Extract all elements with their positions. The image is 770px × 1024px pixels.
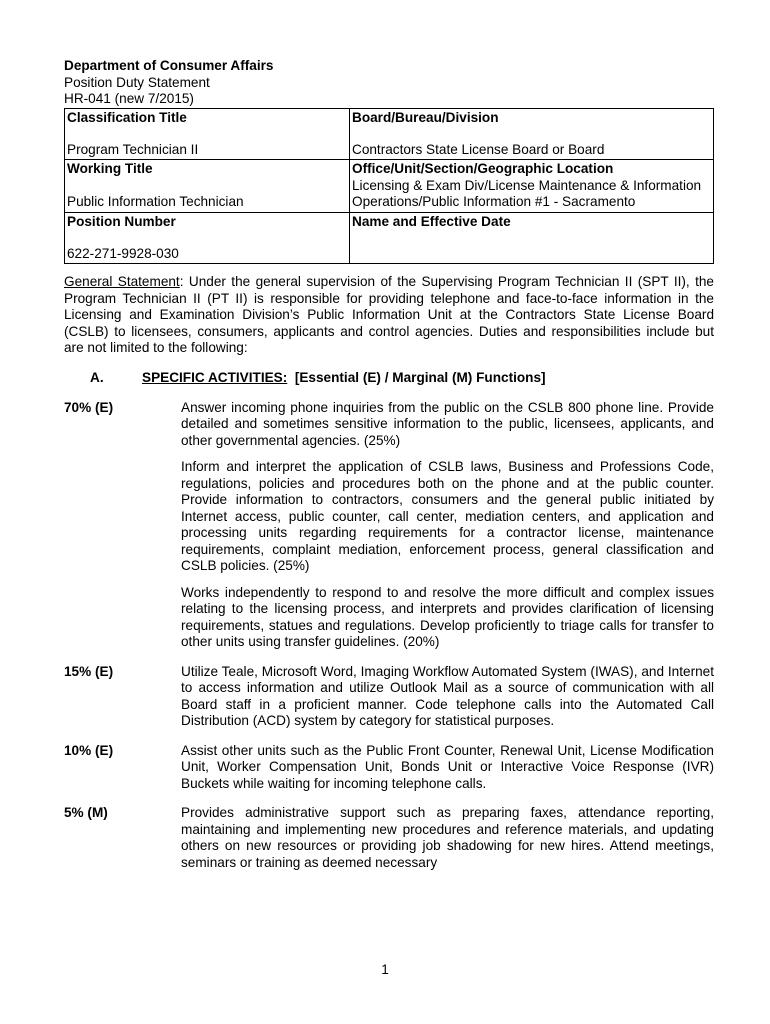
activity-percentage: 15% (E) (64, 663, 114, 679)
position-number-value: 622-271-9928-030 (67, 245, 179, 261)
office-value-line-2: Operations/Public Information #1 - Sacramento (352, 194, 636, 210)
working-title-cell (65, 160, 350, 212)
form-number: HR-041 (new 7/2015) (64, 91, 194, 106)
section-heading (64, 370, 714, 387)
board-value: Contractors State License Board or Board (352, 141, 605, 157)
document-page (64, 58, 714, 871)
classification-cell (65, 108, 350, 160)
activity-item (64, 400, 714, 651)
activity-paragraph: Answer incoming phone inquiries from the public on the CSLB 800 phone line. Provide detailed and sometimes sensitive information to the public, licensees, applicants, and other governmental agencies. (25%) (181, 399, 714, 448)
activity-paragraph: Works independently to respond to and resolve the more difficult and complex issues relating to the licensing process, and interprets and provides clarification of licensing requirements, statues and regulations. Develop proficiently to triage calls for transfer to other units using transfer guidelines. (20%) (181, 584, 714, 650)
activity-item (64, 664, 714, 730)
classification-label: Classification Title (67, 109, 187, 125)
office-label: Office/Unit/Section/Geographic Location (352, 161, 614, 177)
name-date-cell (350, 212, 714, 264)
section-subtitle: [Essential (E) / Marginal (M) Functions] (294, 370, 546, 386)
board-cell (350, 108, 714, 160)
general-statement (64, 274, 714, 357)
working-title-label: Working Title (67, 161, 153, 177)
activity-paragraph: Assist other units such as the Public Front Counter, Renewal Unit, License Modification Unit, Worker Compensation Unit, Bonds Unit or Interactive Voice Response (IVR) Buckets while waiting for incoming telephone calls. (181, 742, 714, 791)
activity-item (64, 743, 714, 793)
activity-percentage: 10% (E) (64, 742, 114, 758)
activity-item (64, 805, 714, 871)
working-title-value: Public Information Technician (67, 193, 244, 209)
activity-percentage: 70% (E) (64, 399, 114, 415)
activity-paragraph: Utilize Teale, Microsoft Word, Imaging Workflow Automated System (IWAS), and Internet to access information and utilize Outlook Mail as a source of communication with all Board staff in a proficient manner. Code telephone calls into the Automated Call Distribution (ACD) system by category for statistical purposes. (181, 663, 714, 729)
position-number-label: Position Number (67, 213, 176, 229)
section-title: SPECIFIC ACTIVITIES: (142, 370, 288, 386)
classification-value: Program Technician II (67, 141, 199, 157)
section-letter: A. (90, 370, 104, 386)
board-label: Board/Bureau/Division (352, 109, 499, 125)
document-title: Position Duty Statement (64, 74, 210, 90)
position-number-cell (65, 212, 350, 264)
name-date-label: Name and Effective Date (352, 213, 511, 229)
department-name: Department of Consumer Affairs (64, 58, 274, 73)
general-statement-label: General Statement (64, 274, 180, 290)
general-statement-text: : Under the general supervision of the Supervising Program Technician II (SPT II), the Program Technician II (PT II) is responsible for providing telephone and face-to-face information in the Licensing and Examination Division’s Public Information Unit at the Contractors State License Board (CSLB) to licensees, consumers, applicants and control agencies. Duties and responsibilities include but are not limited to the following: (64, 274, 714, 356)
activity-paragraph: Inform and interpret the application of CSLB laws, Business and Professions Code, regulations, policies and procedures both on the phone and at the public counter. Provide information to contractors, consumers and the general public initiated by Internet access, public counter, call center, mediation centers, and application and processing units regarding requirements for a contractor license, maintenance requirements, complaint mediation, enforcement process, general classification and CSLB policies. (25%) (181, 459, 714, 574)
position-info-table (64, 108, 714, 265)
office-value-line-1: Licensing & Exam Div/License Maintenance & Information (352, 177, 702, 193)
activity-paragraph: Provides administrative support such as preparing faxes, attendance reporting, maintaining and implementing new procedures and reference materials, and updating others on new resources or providing job shadowing for new hires. Attend meetings, seminars or training as deemed necessary (181, 805, 714, 870)
activity-percentage: 5% (M) (64, 805, 108, 821)
page-number: 1 (381, 962, 389, 977)
office-cell (350, 160, 714, 212)
